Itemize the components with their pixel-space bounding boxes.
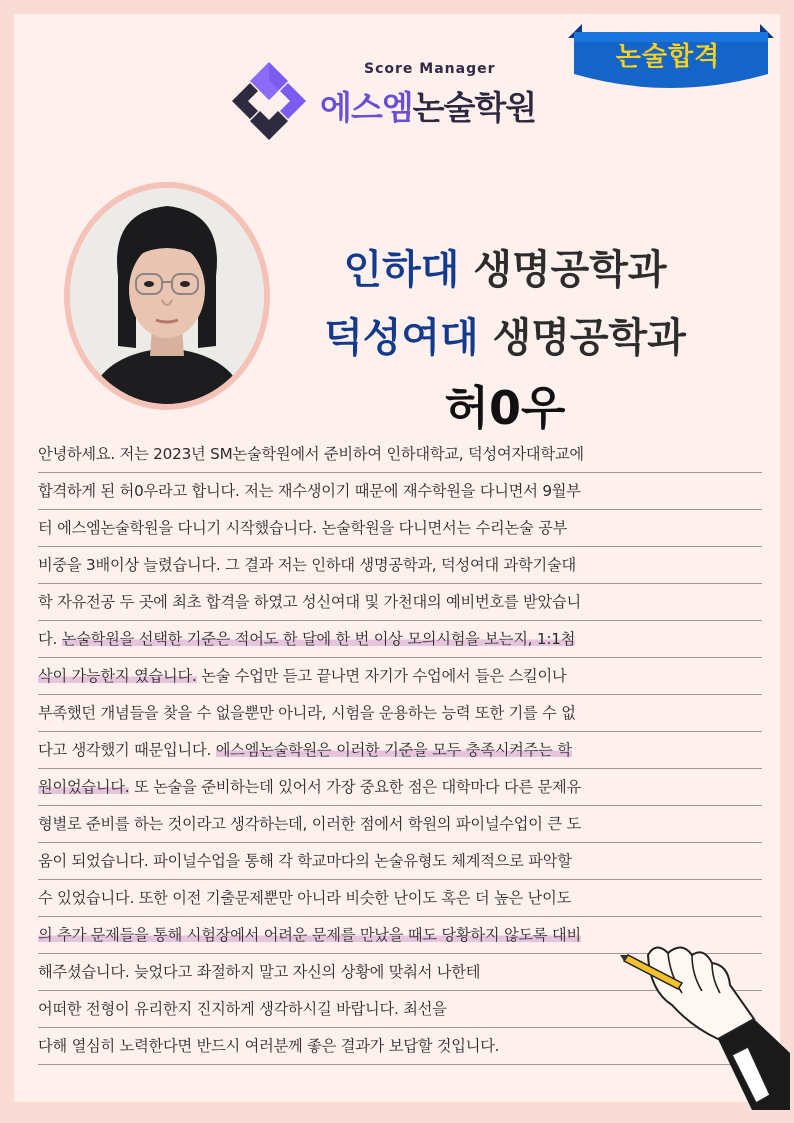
testimonial-line: [38, 843, 762, 880]
line-text: 합격하게 된 허0우라고 합니다. 저는 재수생이기 때문에 재수학원을 다니면서 9월부: [38, 482, 581, 500]
admission-2-department: 생명공학과: [492, 315, 686, 361]
line-text: 안녕하세요. 저는 2023년 SM논술학원에서 준비하여 인하대학교, 덕성여자대학교에: [38, 445, 584, 463]
highlighted-text: 에스엠논술학원은 이러한 기준을 모두 충족시켜주는 학: [215, 741, 572, 759]
brand-name-rest: 논술학원: [412, 88, 537, 127]
line-text: 해주셨습니다. 늦었다고 좌절하지 말고 자신의 상황에 맞춰서 나한테: [38, 963, 481, 981]
line-text: 형별로 준비를 하는 것이라고 생각하는데, 이러한 점에서 학원의 파이널수업이 큰 도: [38, 815, 581, 833]
highlighted-text: 삭이 가능한지 였습니다.: [38, 667, 197, 685]
line-text: 학 자유전공 두 곳에 최초 합격을 하였고 성신여대 및 가천대의 예비번호를 받았습니: [38, 593, 581, 611]
admission-1: [270, 238, 740, 295]
score-manager-logo-icon: [228, 60, 310, 142]
testimonial-line: [38, 547, 762, 584]
testimonial-line: [38, 769, 762, 806]
brand-subtitle: Score Manager: [364, 61, 496, 77]
brand-name-accent: 에스엠: [320, 88, 413, 127]
testimonial-line: [38, 695, 762, 732]
testimonial-line: [38, 806, 762, 843]
admission-2-university: 덕성여대: [324, 315, 479, 361]
highlighted-text: 원이었습니다.: [38, 778, 130, 796]
testimonial-line: [38, 436, 762, 473]
line-text: 비중을 3배이상 늘렸습니다. 그 결과 저는 인하대 생명공학과, 덕성여대 과학기술대: [38, 556, 576, 574]
line-text: 또 논술을 준비하는데 있어서 가장 중요한 점은 대학마다 다른 문제유: [129, 778, 581, 796]
line-text: 터 에스엠논술학원을 다니기 시작했습니다. 논술학원을 다니면서는 수리논술 공부: [38, 519, 568, 537]
testimonial-line: [38, 621, 762, 658]
line-text: 다.: [38, 630, 62, 648]
student-portrait-icon: [70, 188, 264, 404]
testimonial-line: [38, 473, 762, 510]
line-text: 수 있었습니다. 또한 이전 기출문제뿐만 아니라 비슷한 난이도 혹은 더 높은 난이도: [38, 889, 572, 907]
line-text: 어떠한 전형이 유리한지 진지하게 생각하시길 바랍니다. 최선을: [38, 1000, 447, 1018]
line-text: 다고 생각했기 때문입니다.: [38, 741, 216, 759]
testimonial-line: [38, 584, 762, 621]
admission-2: [270, 306, 740, 363]
line-text: 움이 되었습니다. 파이널수업을 통해 각 학교마다의 논술유형도 체계적으로 파악할: [38, 852, 572, 870]
admission-1-university: 인하대: [343, 247, 460, 293]
testimonial-line: [38, 510, 762, 547]
badge-label: 논술합격: [615, 42, 721, 72]
admission-1-department: 생명공학과: [473, 247, 667, 293]
line-text: 부족했던 개념들을 찾을 수 없을뿐만 아니라, 시험을 운용하는 능력 또한 기를 수 없: [38, 704, 576, 722]
student-photo: [70, 188, 264, 404]
line-text: 논술 수업만 듣고 끝나면 자기가 수업에서 들은 스킬이나: [196, 667, 567, 685]
line-text: 다해 열심히 노력한다면 반드시 여러분께 좋은 결과가 보답할 것입니다.: [38, 1037, 500, 1055]
testimonial-line: [38, 880, 762, 917]
hand-holding-pencil-icon: [620, 935, 790, 1110]
brand-name: [320, 82, 536, 129]
highlighted-text: 논술학원을 선택한 기준은 적어도 한 달에 한 번 이상 모의시험을 보는지, 1:1첨: [61, 630, 576, 648]
student-name: 허0우: [444, 381, 566, 435]
highlighted-text: 의 추가 문제들을 통해 시험장에서 어려운 문제를 만났을 때도 당황하지 않도록 대비: [38, 926, 581, 944]
testimonial-line: [38, 732, 762, 769]
testimonial-line: [38, 658, 762, 695]
